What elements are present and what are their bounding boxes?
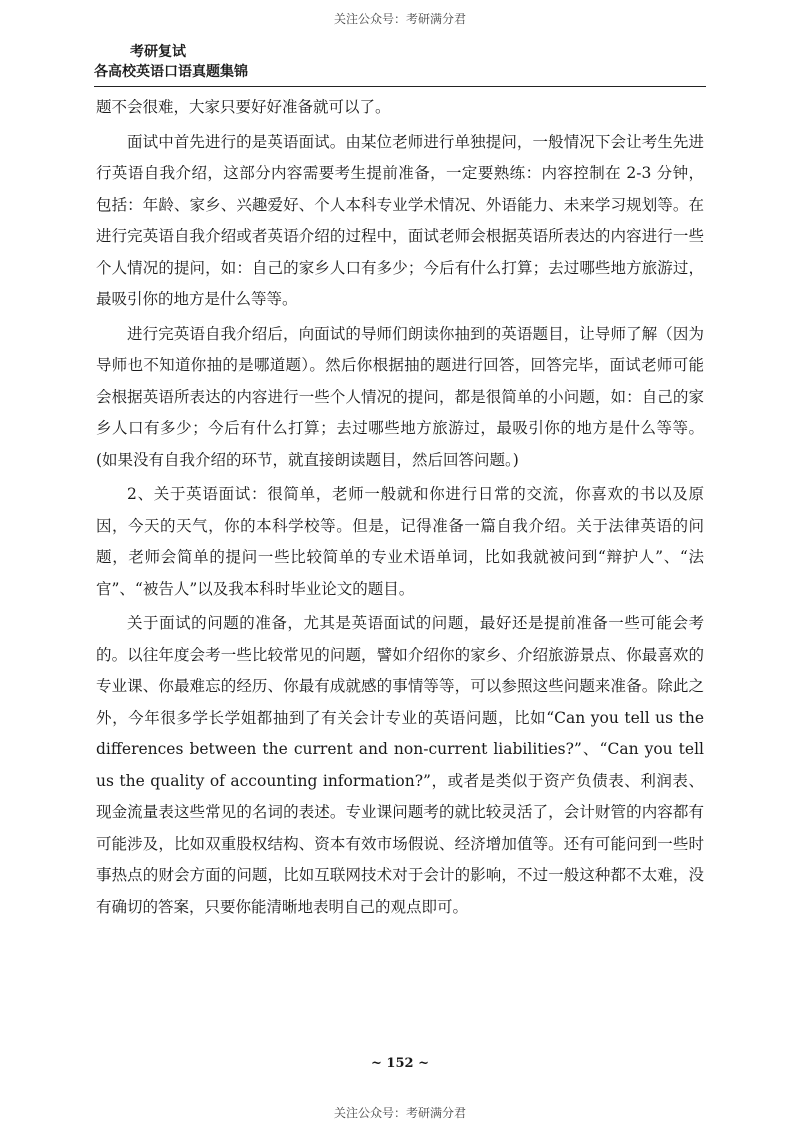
watermark-bottom: 关注公众号：考研满分君 — [333, 1106, 466, 1120]
paragraph-3: 进行完英语自我介绍后，向面试的导师们朗读你抽到的英语题目，让导师了解（因为导师也不知道你抽的是哪道题）。然后你根据抽的题进行回答，回答完毕，面试老师可能会根据英语所表达的内容进行一些个人情况的提问，都是很简单的小问题，如：自己的家乡人口有多少；今后有什么打算；去过哪些地方旅游过，最吸引你的地方是什么等等。(如果没有自我介绍的环节，就直接朗读题目，然后回答问题。) — [96, 324, 704, 469]
header-title: 考研复试 — [130, 44, 186, 60]
paragraph-2: 面试中首先进行的是英语面试。由某位老师进行单独提问，一般情况下会让考生先进行英语自我介绍，这部分内容需要考生提前准备，一定要熟练：内容控制在 2-3 分钟，包括：年龄、家乡、兴趣爱好、个人本科专业学术情况、外语能力、未来学习规划等。在进行完英语自我介绍或者英语介绍的过程中，面试老师会根据英语所表达的内容进行一些个人情况的提问，如：自己的家乡人口有多少；今后有什么打算；去过哪些地方旅游过，最吸引你的地方是什么等等。 — [96, 132, 704, 308]
page-number: ~ 152 ~ — [371, 1056, 429, 1071]
page-header — [94, 42, 704, 82]
main-content — [96, 92, 704, 926]
paragraph-1: 题不会很难，大家只要好好准备就可以了。 — [96, 98, 391, 116]
header-subtitle: 各高校英语口语真题集锦 — [94, 64, 248, 80]
watermark-top: 关注公众号：考研满分君 — [333, 12, 466, 26]
paragraph-5: 关于面试的问题的准备，尤其是英语面试的问题，最好还是提前准备一些可能会考的。以往年度会考一些比较常见的问题，譬如介绍你的家乡、介绍旅游景点、你最喜欢的专业课、你最难忘的经历、你最有成就感的事情等等，可以参照这些问题来准备。除此之外，今年很多学长学姐都抽到了有关会计专业的英语问题，比如“Can you tell us the differences between the current and non-current liabilities?”、“Can you tell us the quality of accounting information?”，或者是类似于资产负债表、利润表、现金流量表这些常见的名词的表述。专业课问题考的就比较灵活了，会计财管的内容都有可能涉及，比如双重股权结构、资本有效市场假说、经济增加值等。还有可能问到一些时事热点的财会方面的问题，比如互联网技术对于会计的影响，不过一般这种都不太难，没有确切的答案，只要你能清晰地表明自己的观点即可。 — [96, 614, 704, 916]
paragraph-4: 2、关于英语面试：很简单，老师一般就和你进行日常的交流，你喜欢的书以及原因，今天的天气，你的本科学校等。但是，记得准备一篇自我介绍。关于法律英语的问题，老师会简单的提问一些比较简单的专业术语单词，比如我就被问到“辩护人”、“法官”、“被告人”以及我本科时毕业论文的题目。 — [96, 485, 704, 598]
header-divider — [94, 86, 706, 87]
